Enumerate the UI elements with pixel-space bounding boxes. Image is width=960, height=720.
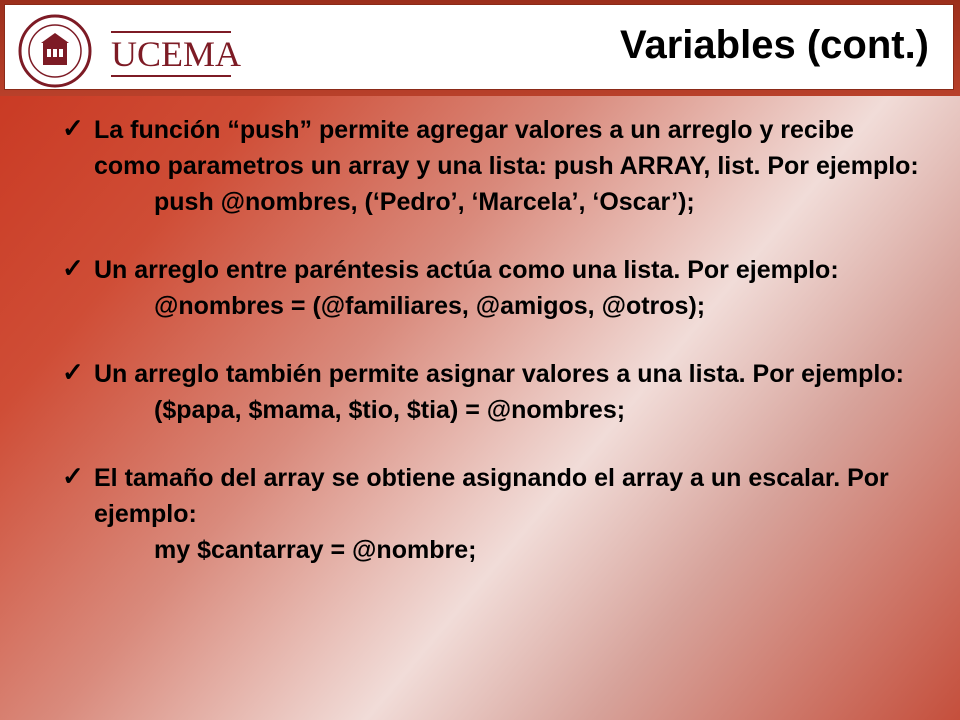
logo-rule-bottom (111, 75, 231, 77)
checkmark-icon: ✓ (62, 357, 84, 387)
checkmark-icon: ✓ (62, 461, 84, 491)
bullet-item (62, 356, 922, 428)
bullet-code: ($papa, $mama, $tio, $tia) = @nombres; (154, 396, 626, 424)
logo-text: UCEMA (111, 34, 242, 74)
bullet-code: push @nombres, (‘Pedro’, ‘Marcela’, ‘Oscar’); (154, 188, 695, 216)
bullet-list (62, 112, 922, 600)
header-bar (4, 4, 954, 90)
bullet-text: Un arreglo también permite asignar valores a una lista. Por ejemplo: (94, 360, 904, 388)
bullet-item (62, 112, 922, 220)
bullet-code: @nombres = (@familiares, @amigos, @otros); (154, 292, 706, 320)
slide-title: Variables (cont.) (620, 23, 929, 67)
bullet-code: my $cantarray = @nombre; (154, 536, 477, 564)
university-seal-icon (15, 13, 95, 89)
bullet-text: La función “push” permite agregar valores a un arreglo y recibe como parametros un array y una lista: push ARRAY, list. Por ejemplo: (94, 116, 919, 180)
bullet-item (62, 460, 922, 568)
bullet-text: El tamaño del array se obtiene asignando el array a un escalar. Por ejemplo: (94, 464, 889, 528)
bullet-item (62, 252, 922, 324)
checkmark-icon: ✓ (62, 253, 84, 283)
checkmark-icon: ✓ (62, 113, 84, 143)
bullet-text: Un arreglo entre paréntesis actúa como una lista. Por ejemplo: (94, 256, 839, 284)
ucema-logo (15, 13, 242, 89)
